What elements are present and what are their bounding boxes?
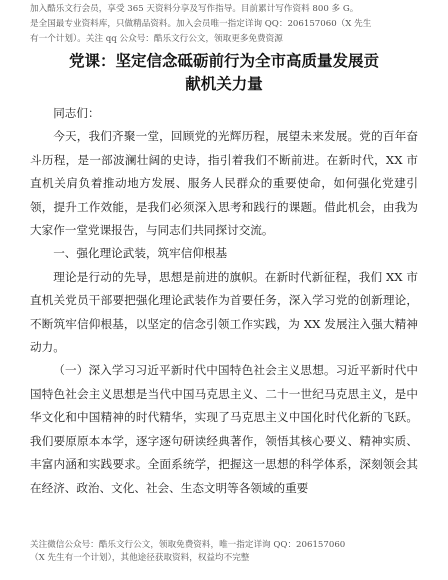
header-ad-line: 有一个计划）。关注 qq 公众号：酷乐文行公文，领取更多免费资源 — [30, 34, 283, 44]
title-line: 党课：坚定信念砥砺前行为全市高质量发展贡 — [68, 52, 379, 70]
footer-ad — [30, 539, 418, 565]
header-ad — [30, 2, 418, 47]
paragraph-intro: 今天，我们齐聚一堂，回顾党的光辉历程，展望未来发展。党的百年奋斗历程，是一部波澜壮阔的史诗，指引着我们不断前进。在新时代，XX 市直机关肩负着推动地方发展、服务人民群众的重要使命，如何强化党建引领，提升工作效能，是我们必须深入思考和践行的课题。借此机会，由我为大家作一堂党课报告，与同志们共同探讨交流。 — [30, 129, 418, 238]
footer-ad-line: 关注微信公众号：酷乐文行公文，领取免费资料，唯一指定详询 QQ：206157060 — [30, 540, 346, 550]
section-heading: 一、强化理论武装，筑牢信仰根基 — [53, 246, 228, 261]
header-ad-line: 是全国最专业资料库，只做精品资料。加入会员唯一指定详询 QQ：206157060（X 先生 — [30, 19, 372, 29]
footer-ad-line: （X 先生有一个计划），其他途径获取资料，权益均不完整 — [30, 553, 250, 563]
title-line: 献机关力量 — [185, 75, 263, 93]
paragraph-section-1: 理论是行动的先导，思想是前进的旗帜。在新时代新征程，我们 XX 市直机关党员干部要把强化理论武装作为首要任务，深入学习党的创新理论，不断筑牢信仰根基，以坚定的信念引领工作实践，为 XX 发展注入强大精神动力。 — [30, 269, 418, 355]
header-ad-line: 加入酷乐文行会员，享受 365 天资料分享及写作指导。目前累计写作资料 800 多 G。 — [30, 4, 359, 14]
document-body — [30, 102, 418, 500]
document-title — [40, 50, 408, 96]
paragraph-subsection-1: （一）深入学习习近平新时代中国特色社会主义思想。习近平新时代中国特色社会主义思想是当代中国马克思主义、二十一世纪马克思主义，是中华文化和中国精神的时代精华，实现了马克思主义中国化时代化新的飞跃。我们要原原本本学，逐字逐句研读经典著作，领悟其核心要义、精神实质、丰富内涵和实践要求。全面系统学，把握这一思想的科学体系，深刻领会其在经济、政治、文化、社会、生态文明等各领域的重要 — [30, 363, 418, 495]
greeting: 同志们： — [53, 106, 100, 120]
